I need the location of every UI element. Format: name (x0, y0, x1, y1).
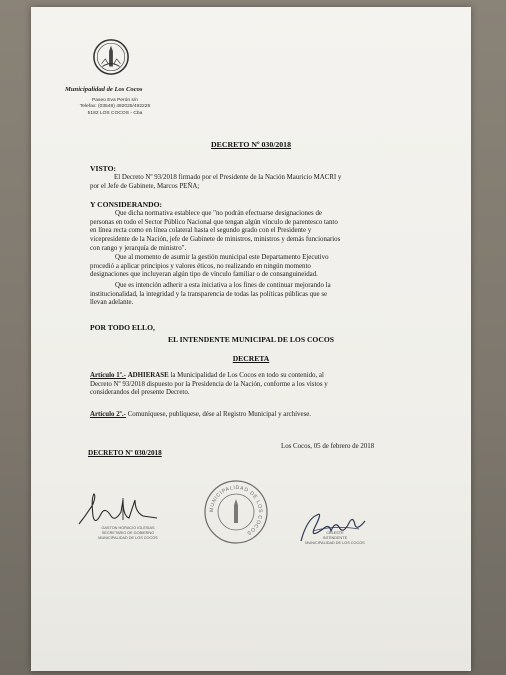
document-page (31, 7, 471, 671)
articulo-1-label: Artículo 1º.- (90, 372, 126, 379)
text-line: Decreto Nº 93/2018 dispuesto por la Presidencia de la Nación, conforme a los vistos y (90, 380, 328, 388)
articulo-2-text: Comuníquese, publíquese, dése al Registro Municipal y archívese. (127, 411, 312, 418)
considerando-paragraph-3 (90, 282, 408, 308)
text-line: Que es intención adherir a esta iniciativa a los fines de continuar mejorando la (115, 282, 331, 289)
text-line: institucionalidad, la integridad y la transparencia de todas las políticas públicas que se (90, 290, 328, 298)
por-todo-ello: POR TODO ELLO, (90, 323, 155, 332)
text-line: Que dicha normativa establece que "no podrán efectuarse designaciones de (115, 210, 322, 217)
signature-left-icon (73, 486, 173, 531)
considerando-paragraph-2 (90, 254, 408, 280)
text-line: llevan adelante. (90, 299, 134, 307)
articulo-1-line-1 (90, 372, 408, 381)
footer-decree-number: DECRETO Nº 030/2018 (88, 449, 162, 457)
decree-title: DECRETO Nº 030/2018 (211, 140, 291, 149)
articulo-1 (90, 372, 408, 398)
address-block (71, 98, 159, 117)
visto-line-2: por el Jefe de Gabinete, Marcos PEÑA; (90, 182, 200, 190)
articulo-1-keyword: ADHIERASE (127, 372, 169, 379)
visto-heading: VISTO: (90, 164, 117, 173)
signer-institution: MUNICIPALIDAD DE LOS COCOS (98, 536, 158, 540)
signer-name: GASTON HORACIO IGLESIAS (101, 526, 155, 530)
seal-text: MUNICIPALIDAD DE LOS COCOS (208, 484, 264, 537)
signer-role: SECRETARIO DE GOBIERNO (101, 531, 155, 535)
signature-left-caption (87, 526, 169, 541)
articulo-2 (90, 411, 408, 420)
municipality-name: Municipalidad de Los Cocos (65, 86, 143, 93)
considerando-heading: Y CONSIDERANDO: (90, 200, 163, 209)
intendente-heading: EL INTENDENTE MUNICIPAL DE LOS COCOS (168, 335, 334, 344)
signer-institution: MUNICIPALIDAD DE LOS COCOS (305, 541, 365, 545)
considerando-paragraph-1 (90, 210, 408, 254)
signer-name: CELESTE (326, 531, 344, 535)
text-line: personas en todo el Sector Público Nacional que tengan algún vínculo de parentesco tanto (90, 218, 338, 226)
signer-role: INTENDENTE (322, 536, 348, 540)
text-line: con rango y jerarquía de ministro". (90, 244, 187, 252)
signature-right-caption (295, 531, 375, 546)
place-date: Los Cocos, 05 de febrero de 2018 (281, 443, 375, 450)
text-line: procedió a aplicar principios y valores éticos, no realizando en ningún momento (90, 262, 311, 270)
text-line: Que al momento de asumir la gestión municipal este Departamento Ejecutivo (115, 254, 329, 261)
municipality-logo-icon (92, 37, 130, 77)
text-line: vicepresidente de la Nación, jefe de Gabinete de ministros, ministros y demás funcionarios (90, 236, 341, 244)
visto-line-1: El Decreto Nº 93/2018 firmado por el Presidente de la Nación Mauricio MACRI y (114, 174, 342, 181)
text-line: designaciones que incluyeran algún tipo de vínculo familiar o de consanguineidad. (90, 271, 318, 279)
articulo-1-text: la Municipalidad de Los Cocos en todo su contenido, al (170, 372, 324, 379)
municipal-seal-icon (203, 479, 269, 545)
address-line: Paseo Eva Perón s/n (92, 98, 138, 103)
city-line: 5182 LOS COCOS - Cba (87, 110, 143, 116)
phone-line: Telefax: (03548) 492025/492225 (79, 104, 151, 110)
text-line: en línea recta como en línea colateral hasta el segundo grado con el Presidente y (90, 227, 312, 235)
text-line: considerandos del presente Decreto. (90, 389, 190, 397)
decreta-heading: DECRETA (232, 354, 270, 363)
articulo-2-label: Artículo 2º.- (90, 411, 126, 418)
